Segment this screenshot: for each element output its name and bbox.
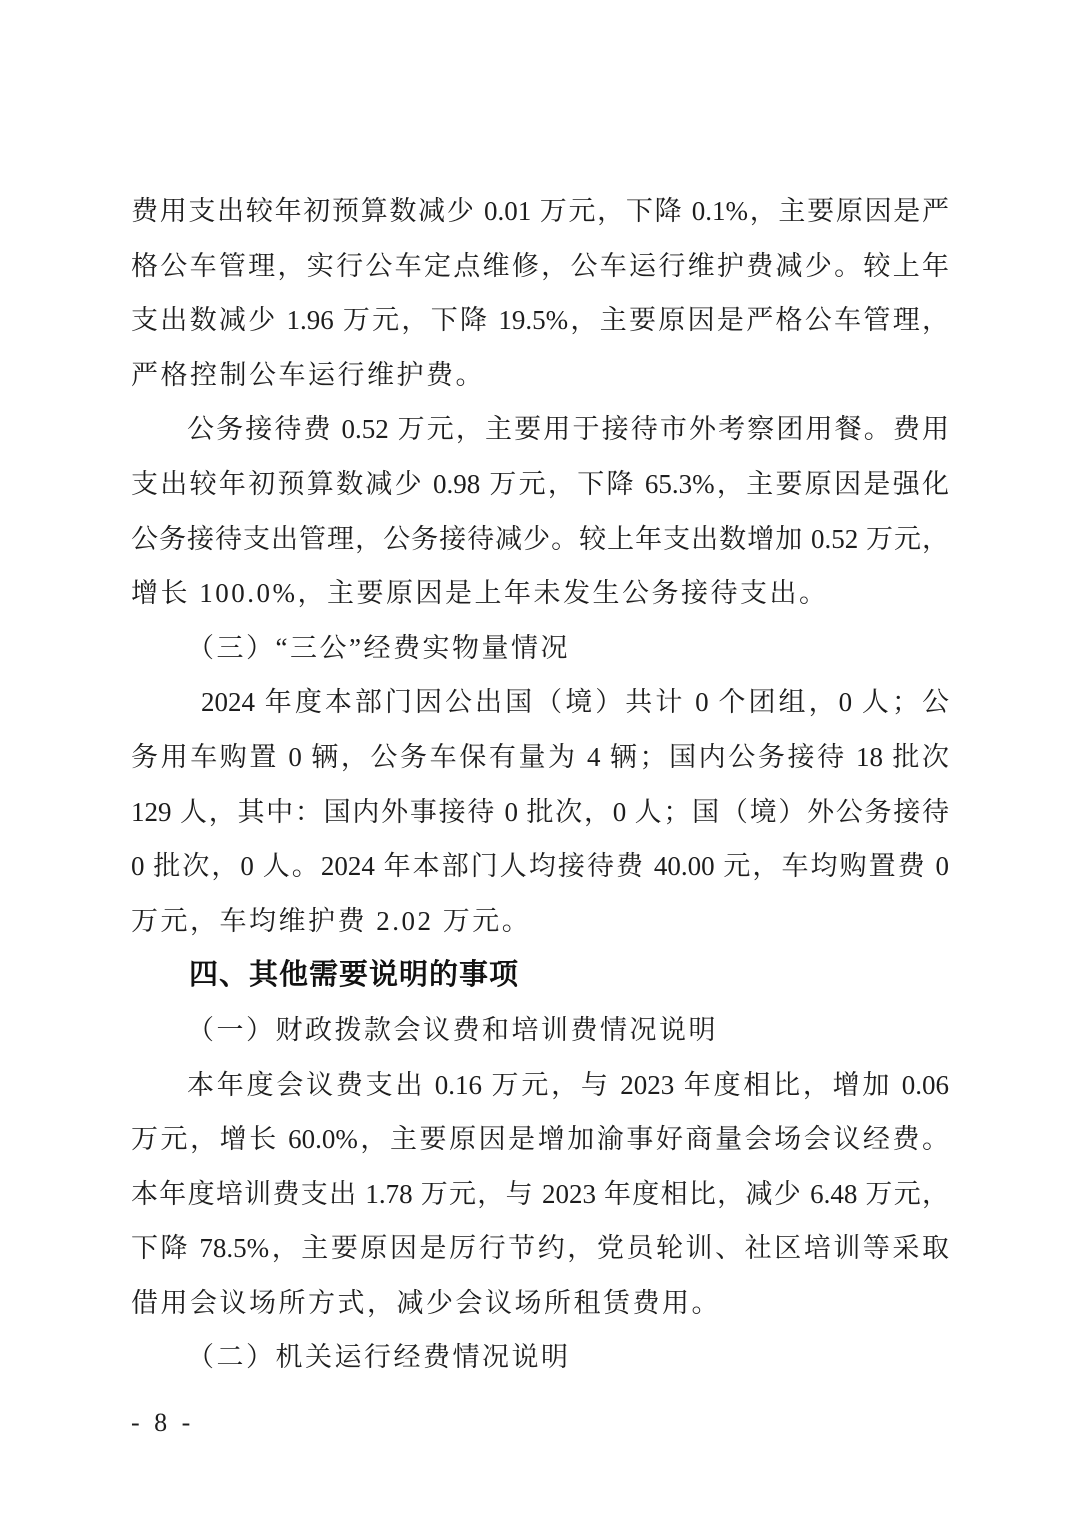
meeting-training-line-5: 借用会议场所方式，减少会议场所租赁费用。 [131, 1287, 721, 1318]
vehicle-cost-line-4: 严格控制公车运行维护费。 [131, 359, 485, 390]
heading-meeting-training-fee: （一）财政拨款会议费和培训费情况说明 [187, 1014, 718, 1045]
meeting-training-line-2: 万元，增长 60.0%，主要原因是增加渝事好商量会场会议经费。 [131, 1124, 949, 1155]
heading-other-matters: 四、其他需要说明的事项 [189, 959, 520, 992]
document-body [131, 184, 949, 1385]
quantity-detail-line-3: 129 人，其中：国内外事接待 0 批次，0 人；国（境）外公务接待 [131, 796, 949, 827]
vehicle-cost-line-3: 支出数减少 1.96 万元，下降 19.5%，主要原因是严格公车管理， [131, 305, 949, 336]
reception-cost-line-4: 增长 100.0%，主要原因是上年未发生公务接待支出。 [131, 578, 829, 609]
quantity-detail-line-4: 0 批次，0 人。2024 年本部门人均接待费 40.00 元，车均购置费 0 [131, 851, 949, 882]
meeting-training-line-1: 本年度会议费支出 0.16 万元，与 2023 年度相比，增加 0.06 [187, 1069, 949, 1100]
meeting-training-line-3: 本年度培训费支出 1.78 万元，与 2023 年度相比，减少 6.48 万元， [131, 1178, 949, 1209]
reception-cost-line-3: 公务接待支出管理，公务接待减少。较上年支出数增加 0.52 万元， [131, 523, 949, 554]
quantity-detail-line-2: 务用车购置 0 辆，公务车保有量为 4 辆；国内公务接待 18 批次 [131, 741, 949, 772]
quantity-detail-line-5: 万元，车均维护费 2.02 万元。 [131, 905, 532, 936]
quantity-detail-line-1: 2024 年度本部门因公出国（境）共计 0 个团组，0 人；公 [201, 687, 949, 718]
heading-three-public-physical-quantity: （三）“三公”经费实物量情况 [187, 632, 570, 663]
vehicle-cost-line-1: 费用支出较年初预算数减少 0.01 万元，下降 0.1%，主要原因是严 [131, 196, 949, 226]
heading-agency-operation-fee: （二）机关运行经费情况说明 [187, 1342, 571, 1373]
meeting-training-line-4: 下降 78.5%，主要原因是厉行节约，党员轮训、社区培训等采取 [131, 1233, 949, 1264]
vehicle-cost-line-2: 格公车管理，实行公车定点维修，公车运行维护费减少。较上年 [131, 250, 949, 281]
reception-cost-line-2: 支出较年初预算数减少 0.98 万元，下降 65.3%，主要原因是强化 [131, 468, 949, 499]
page-number: - 8 - [131, 1408, 195, 1437]
reception-cost-line-1: 公务接待费 0.52 万元，主要用于接待市外考察团用餐。费用 [187, 414, 949, 445]
